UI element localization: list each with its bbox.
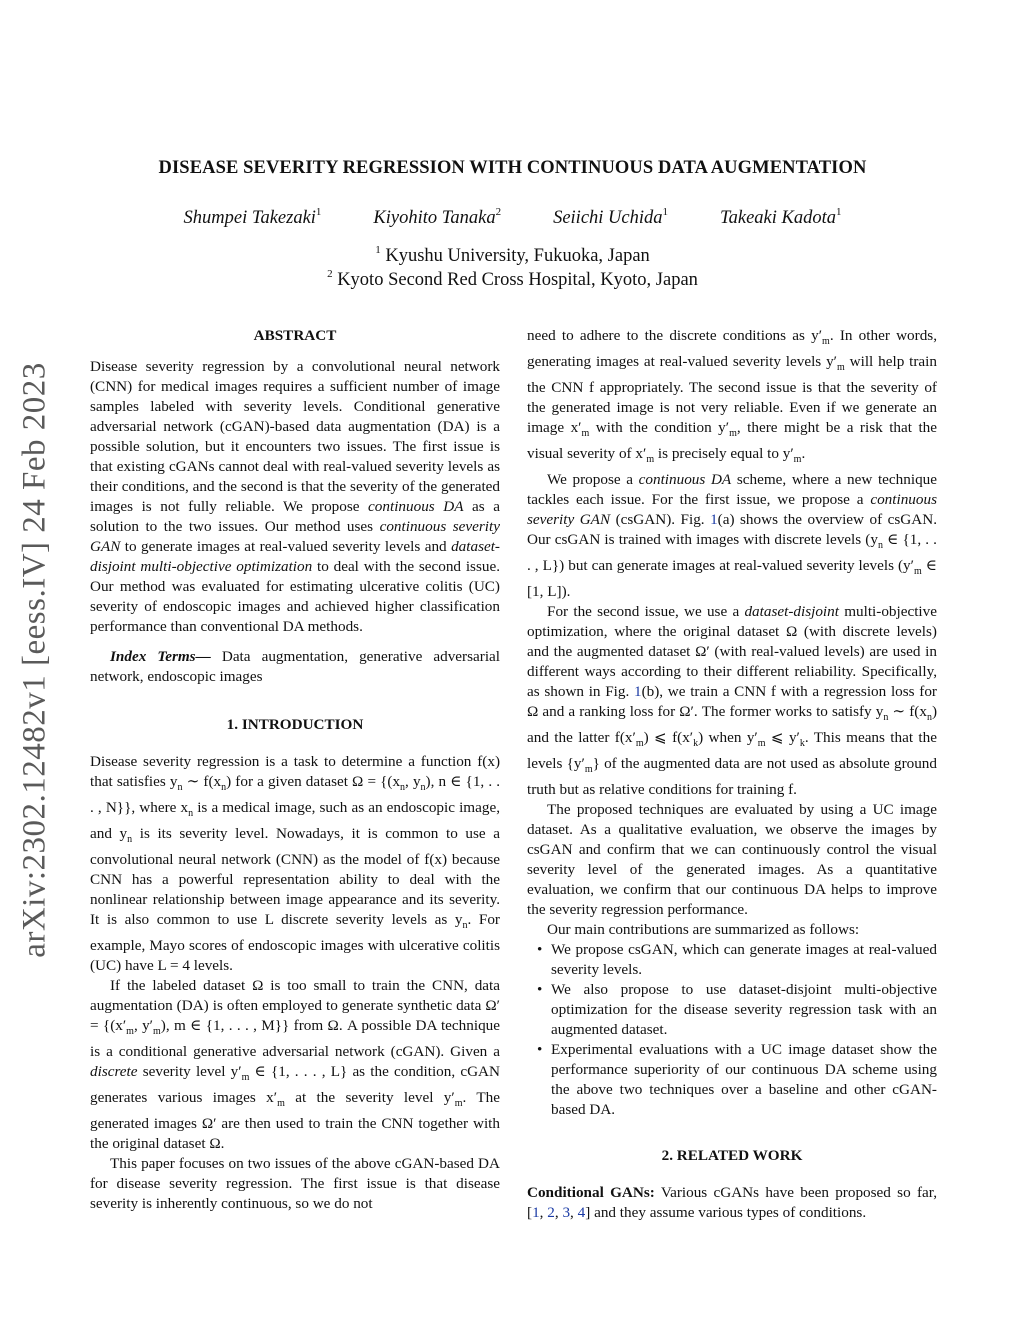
citation-link[interactable]: 4 — [577, 1204, 586, 1222]
author: Takeaki Kadota$^1$ — [720, 206, 842, 228]
author: Shumpei Takezaki$^1$ — [183, 206, 322, 228]
affiliation: $^2$ Kyoto Second Red Cross Hospital, Kyoto, Japan — [327, 268, 698, 290]
author-list — [90, 206, 935, 229]
paper-title: DISEASE SEVERITY REGRESSION WITH CONTINUOUS DATA AUGMENTATION — [158, 158, 867, 178]
list-item: • We also propose to use dataset-disjoint multi-objective optimization for the disease severity regression task with an augmented dataset. — [551, 980, 937, 1040]
related-work-heading: 2. RELATED WORK — [661, 1147, 803, 1165]
intro-paragraph: If the labeled dataset Ω is too small to train the CNN, data augmentation (DA) is often employed to generate synthetic data $\Omega' = \{(x'_m$, $y'_m$), m ∈ {1, . . . , M}} from Ω. A possible DA technique is a conditional generative adversarial network (cGAN). Given a discrete severity level $y'_m$ ∈ {1, . . . , L} as the condition, cGAN generates various images $x'_m$ at the severity level $y'_m$. The generated images Ω′ are then used to train the CNN together with the original dataset Ω. — [90, 977, 500, 1153]
intro-paragraph: Disease severity regression is a task to determine a function f(x) that satisfies $y_n$ ∼ $f(x_n)$ for a given dataset $\Omega = \{(x_n$, $y_n$), n ∈ {1, . . . , N}}, where $x_n$ is a medical image, such as an endoscopic image, and $y_n$ is its severity level. Nowadays, it is common to use a convolutional neural network (CNN) as the model of f(x) because CNN has a powerful representation ability to deal with the nonlinear relationship between image appearance and its severity. It is also common to use L discrete severity levels as $y_n$. For example, Mayo scores of endoscopic images with ulcerative colitis (UC) have L = 4 levels. — [90, 753, 501, 975]
figure-reference-link[interactable]: 1 — [710, 511, 718, 529]
body-paragraph: We propose a continuous DA scheme, where a new technique tackles each issue. For the first issue, we propose a continuous severity GAN (csGAN). Fig. 1(a) shows the overview of csGAN. Our csGAN is trained with images with discrete levels ($y_n$ ∈ {1, . . . , L}) but can generate images at real-valued severity levels ($y'_m$ ∈ [1, L]). — [527, 471, 938, 601]
affiliation: $^1$ Kyushu University, Fukuoka, Japan — [375, 244, 650, 266]
body-paragraph: For the second issue, we use a dataset-disjoint multi-objective optimization, where the original dataset Ω (with discrete levels) and the augmented dataset Ω′ (with real-valued levels) are used in different ways according to their different reliability. Specifically, as shown in Fig. 1(b), we train a CNN f with a regression loss for Ω and a ranking loss for Ω′. The former works to satisfy $y_n$ ∼ $f(x_n)$ and the latter $f(x'_m)$ ⩽ $f(x'_k)$ when $y'_m$ ⩽ $y'_k$. This means that the levels $\{y'_m\}$ of the augmented data are not used as absolute ground truth but as relative conditions for training f. — [527, 603, 937, 799]
contributions-list — [527, 940, 937, 1120]
citation-link[interactable]: 3 — [562, 1204, 571, 1222]
body-paragraph: Our main contributions are summarized as follows: — [547, 921, 860, 939]
citation-link[interactable]: 1 — [532, 1204, 540, 1222]
citation-link[interactable]: 2 — [547, 1204, 555, 1222]
list-item: • Experimental evaluations with a UC image dataset show the performance superiority of our continuous DA scheme using the above two techniques over a baseline and other cGAN-based DA. — [551, 1040, 937, 1120]
arxiv-identifier — [10, 350, 60, 970]
abstract-heading: ABSTRACT — [253, 327, 337, 344]
body-paragraph: Conditional GANs: Various cGANs have been proposed so far, [1, 2, 3, 4] and they assume various types of conditions. — [527, 1184, 937, 1222]
body-paragraph: The proposed techniques are evaluated by using a UC image dataset. As a qualitative evaluation, we observe the images by csGAN and confirm that we can continuously control the visual severity level of the generated images. As a quantitative evaluation, we confirm that our continuous DA helps to improve the severity regression performance. — [527, 801, 937, 919]
list-item: • We propose csGAN, which can generate images at real-valued severity levels. — [551, 940, 937, 980]
figure-reference-link[interactable]: 1 — [633, 683, 642, 701]
index-terms: Index Terms— Data augmentation, generative adversarial network, endoscopic images — [90, 648, 500, 685]
left-column — [90, 326, 500, 1214]
arxiv-identifier-text: arXiv:2302.12482v1 [eess.IV] 24 Feb 2023 — [16, 362, 53, 958]
abstract-body: Disease severity regression by a convolutional neural network (CNN) for medical images requires a sufficient number of image samples labeled with severity levels. Conditional generative adversarial network (cGAN)-based data augmentation (DA) is a possible solution, but it encounters two issues. The first issue is that existing cGANs cannot deal with real-valued severity levels as their conditions, and the second is that the severity of the generated images is not fully reliable. We propose continuous DA as a solution to the two issues. Our method uses continuous severity GAN to generate images at real-valued severity levels and dataset-disjoint multi-objective optimization to deal with the second issue. Our method was evaluated for estimating ulcerative colitis (UC) severity of endoscopic images and achieved higher classification performance than conventional DA methods. — [90, 358, 500, 635]
author: Kiyohito Tanaka$^2$ — [373, 206, 502, 228]
introduction-heading: 1. INTRODUCTION — [226, 716, 364, 733]
intro-paragraph: This paper focuses on two issues of the above cGAN-based DA for disease severity regression. The first issue is that disease severity is inherently continuous, so we do not — [90, 1155, 500, 1213]
right-column — [527, 326, 937, 1223]
body-paragraph: need to adhere to the discrete conditions as $y'_m$. In other words, generating images at real-valued severity levels $y'_m$ will help train the CNN f appropriately. The second issue is that the severity of the generated image is not very reliable. Even if we generate an image $x'_m$ with the condition $y'_m$, there might be a risk that the visual severity of $x'_m$ is precisely equal to $y'_m$. — [527, 327, 938, 466]
author: Seiichi Uchida$^1$ — [553, 206, 669, 228]
